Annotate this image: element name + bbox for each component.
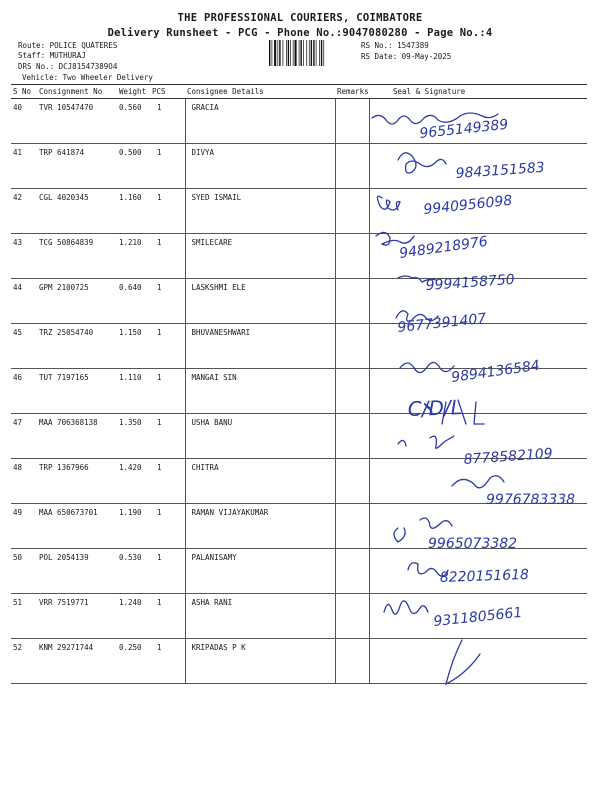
row-consignment: TRP 1367966 bbox=[37, 459, 117, 504]
handwritten-phone: 8220151618 bbox=[439, 566, 530, 586]
row-sno: 40 bbox=[11, 99, 37, 144]
row-sno: 46 bbox=[11, 369, 37, 414]
row-remarks bbox=[335, 414, 369, 459]
row-sno: 50 bbox=[11, 549, 37, 594]
row-consignee: USHA BANU bbox=[185, 414, 335, 459]
col-header-pcs: PCS bbox=[150, 85, 185, 99]
row-consignee: PALANISAMY bbox=[185, 549, 335, 594]
drs-number: DRS No.: DCJ81547389O4 bbox=[18, 62, 118, 71]
row-remarks bbox=[335, 144, 369, 189]
col-header-consignment: Consignment No bbox=[37, 85, 117, 99]
col-header-sno: S No bbox=[11, 85, 37, 99]
row-consignee: SYED ISMAIL bbox=[185, 189, 335, 234]
row-consignee: RAMAN VIJAYAKUMAR bbox=[185, 504, 335, 549]
row-consignee: BHUVANESHWARI bbox=[185, 324, 335, 369]
row-consignment: TRP 641874 bbox=[37, 144, 117, 189]
runsheet-subtitle: Delivery Runsheet - PCG - Phone No.:9047080280 - Page No.:4 bbox=[107, 27, 493, 39]
row-remarks bbox=[335, 234, 369, 279]
row-consignment: MAA 706368138 bbox=[37, 414, 117, 459]
row-weight: 1.240 bbox=[117, 594, 150, 639]
staff-label: Staff: MUTHURAJ bbox=[18, 51, 86, 60]
handwritten-phone: 9677391407 bbox=[396, 310, 488, 336]
row-weight: 1.350 bbox=[117, 414, 150, 459]
row-consignee: LASKSHMI ELE bbox=[185, 279, 335, 324]
row-weight: 0.560 bbox=[117, 99, 150, 144]
row-sno: 47 bbox=[11, 414, 37, 459]
row-weight: 1.190 bbox=[117, 504, 150, 549]
row-pcs: 1 bbox=[150, 414, 185, 459]
row-signature bbox=[369, 234, 587, 279]
row-sno: 51 bbox=[11, 594, 37, 639]
row-consignee: GRACIA bbox=[185, 99, 335, 144]
col-header-consignee: Consignee Details bbox=[185, 85, 335, 99]
table-row bbox=[11, 279, 587, 324]
barcode-image bbox=[268, 40, 352, 66]
row-weight: 1.210 bbox=[117, 234, 150, 279]
row-sno: 48 bbox=[11, 459, 37, 504]
rs-number: RS No.: 1547389 bbox=[361, 41, 429, 50]
row-pcs: 1 bbox=[150, 189, 185, 234]
row-signature bbox=[369, 369, 587, 414]
row-sno: 42 bbox=[11, 189, 37, 234]
row-consignment: TUT 7197165 bbox=[37, 369, 117, 414]
handwritten-phone: 9489218976 bbox=[398, 233, 489, 262]
row-consignment: TCG 50864839 bbox=[37, 234, 117, 279]
row-signature bbox=[369, 144, 587, 189]
col-header-remarks: Remarks bbox=[335, 85, 369, 99]
table-row bbox=[11, 504, 587, 549]
row-consignee: KRIPADAS P K bbox=[185, 639, 335, 684]
row-remarks bbox=[335, 639, 369, 684]
row-consignee: MANGAI SIN bbox=[185, 369, 335, 414]
row-pcs: 1 bbox=[150, 234, 185, 279]
row-consignee: DIVYA bbox=[185, 144, 335, 189]
handwritten-phone: C/D/L bbox=[407, 395, 463, 421]
table-row bbox=[11, 594, 587, 639]
handwritten-phone: 9655149389 bbox=[418, 116, 510, 142]
row-pcs: 1 bbox=[150, 279, 185, 324]
table-row bbox=[11, 189, 587, 234]
row-remarks bbox=[335, 459, 369, 504]
row-sno: 43 bbox=[11, 234, 37, 279]
row-signature bbox=[369, 504, 587, 549]
table-row bbox=[11, 234, 587, 279]
vehicle-label: Vehicle: Two Wheeler Delivery bbox=[22, 73, 153, 82]
row-remarks bbox=[335, 549, 369, 594]
row-pcs: 1 bbox=[150, 594, 185, 639]
table-header-row bbox=[11, 85, 587, 99]
row-signature bbox=[369, 324, 587, 369]
row-signature bbox=[369, 279, 587, 324]
row-signature bbox=[369, 189, 587, 234]
row-sno: 45 bbox=[11, 324, 37, 369]
row-consignment: TRZ 25054740 bbox=[37, 324, 117, 369]
row-sno: 41 bbox=[11, 144, 37, 189]
row-consignee: ASHA RANI bbox=[185, 594, 335, 639]
row-signature bbox=[369, 414, 587, 459]
row-pcs: 1 bbox=[150, 459, 185, 504]
row-consignment: POL 2054139 bbox=[37, 549, 117, 594]
company-title: THE PROFESSIONAL COURIERS, COIMBATORE bbox=[177, 12, 423, 24]
row-weight: 1.420 bbox=[117, 459, 150, 504]
row-consignment: TVR 10547470 bbox=[37, 99, 117, 144]
handwritten-phone: 9843151583 bbox=[455, 159, 546, 182]
row-sno: 44 bbox=[11, 279, 37, 324]
col-header-signature: Seal & Signature bbox=[369, 85, 587, 99]
row-weight: 1.160 bbox=[117, 189, 150, 234]
row-signature bbox=[369, 459, 587, 504]
row-signature bbox=[369, 99, 587, 144]
row-weight: 0.250 bbox=[117, 639, 150, 684]
handwritten-phone: 9940956098 bbox=[422, 192, 514, 218]
row-signature bbox=[369, 594, 587, 639]
row-sno: 49 bbox=[11, 504, 37, 549]
row-remarks bbox=[335, 324, 369, 369]
row-consignment: MAA 650673701 bbox=[37, 504, 117, 549]
row-signature bbox=[369, 639, 587, 684]
handwritten-phone: 9894136584 bbox=[450, 357, 541, 386]
row-weight: 1.150 bbox=[117, 324, 150, 369]
row-pcs: 1 bbox=[150, 639, 185, 684]
rs-date: RS Date: 09-May-2025 bbox=[361, 52, 452, 61]
handwritten-phone: 9976783338 bbox=[486, 492, 576, 508]
table-row bbox=[11, 324, 587, 369]
row-remarks bbox=[335, 279, 369, 324]
handwritten-phone: 9311805661 bbox=[432, 604, 524, 630]
handwritten-phone: 9965073382 bbox=[428, 536, 518, 552]
table-row bbox=[11, 639, 587, 684]
table-row bbox=[11, 144, 587, 189]
row-pcs: 1 bbox=[150, 99, 185, 144]
row-remarks bbox=[335, 504, 369, 549]
row-weight: 0.500 bbox=[117, 144, 150, 189]
row-pcs: 1 bbox=[150, 504, 185, 549]
route-label: Route: POLICE QUATERES bbox=[18, 41, 118, 50]
row-consignee: CHITRA bbox=[185, 459, 335, 504]
handwritten-phone: 9994158750 bbox=[425, 271, 516, 294]
row-remarks bbox=[335, 99, 369, 144]
row-pcs: 1 bbox=[150, 549, 185, 594]
table-row bbox=[11, 549, 587, 594]
handwritten-phone: 8778582109 bbox=[463, 445, 554, 468]
col-header-weight: Weight bbox=[117, 85, 150, 99]
row-consignee: SMILECARE bbox=[185, 234, 335, 279]
table-row bbox=[11, 459, 587, 504]
runsheet-table bbox=[11, 84, 587, 684]
row-pcs: 1 bbox=[150, 369, 185, 414]
row-remarks bbox=[335, 189, 369, 234]
row-sno: 52 bbox=[11, 639, 37, 684]
row-weight: 1.110 bbox=[117, 369, 150, 414]
table-row bbox=[11, 99, 587, 144]
row-pcs: 1 bbox=[150, 324, 185, 369]
row-consignment: GPM 2100725 bbox=[37, 279, 117, 324]
row-consignment: KNM 29271744 bbox=[37, 639, 117, 684]
table-row bbox=[11, 369, 587, 414]
row-signature bbox=[369, 549, 587, 594]
row-pcs: 1 bbox=[150, 144, 185, 189]
row-remarks bbox=[335, 369, 369, 414]
row-weight: 0.640 bbox=[117, 279, 150, 324]
table-row bbox=[11, 414, 587, 459]
row-weight: 0.530 bbox=[117, 549, 150, 594]
row-consignment: VRR 7519771 bbox=[37, 594, 117, 639]
row-consignment: CGL 4020345 bbox=[37, 189, 117, 234]
row-remarks bbox=[335, 594, 369, 639]
